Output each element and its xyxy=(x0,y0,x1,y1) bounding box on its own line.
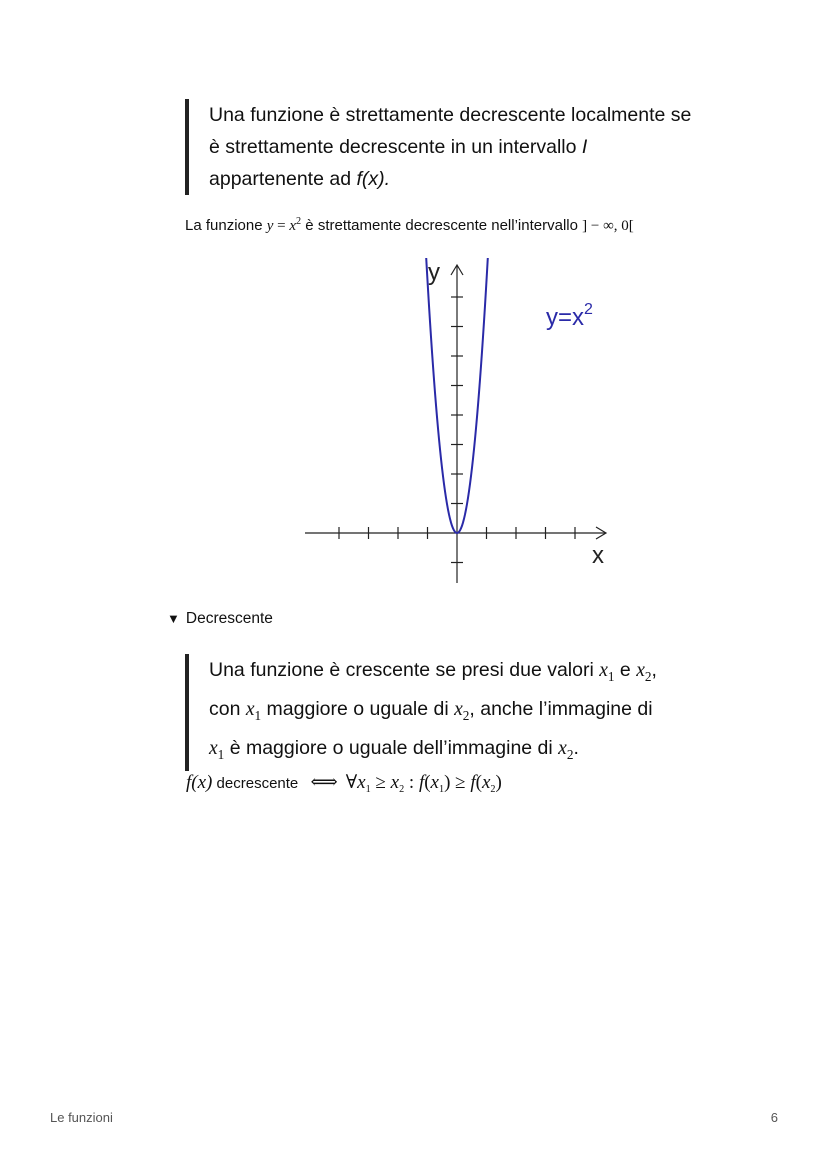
interval-variable: I xyxy=(581,136,588,158)
callout-line: Una funzione è strettamente decrescente localmente se xyxy=(209,104,692,126)
toggle-decrescente[interactable] xyxy=(167,610,273,628)
decreasing-formula: f(x) decrescente ⟺ $\forall x_1 \ge x_2$ : $f(x_1) \ge f(x_2)$ xyxy=(186,772,502,795)
toggle-arrow-icon: ▼ xyxy=(167,611,180,626)
example-sentence: La funzione $y = x^2$ è strettamente decrescente nell’intervallo ] − ∞, 0[ xyxy=(185,216,634,234)
callout-line: è strettamente decrescente in un intervallo I xyxy=(209,136,588,158)
definition-callout-local xyxy=(185,99,769,195)
equation-y: y xyxy=(266,218,274,234)
callout-line: con $x_1$ maggiore o uguale di $x_2$, anche l’immagine di xyxy=(209,697,653,723)
parabola-graph xyxy=(300,258,620,588)
definition-callout-crescente xyxy=(185,654,769,771)
curve-label: $y=x^2$ xyxy=(546,301,593,331)
callout-line: Una funzione è crescente se presi due valori $x_1$ e $x_2$, xyxy=(209,659,657,684)
footer-title: Le funzioni xyxy=(50,1110,113,1125)
callout-line: appartenente ad f(x). xyxy=(209,168,391,190)
interval: ] − ∞, 0[ xyxy=(582,218,634,234)
function-variable: f(x). xyxy=(356,168,391,190)
y-axis-label: y xyxy=(428,259,440,286)
toggle-label: Decrescente xyxy=(185,610,273,627)
equation-x: x xyxy=(289,218,297,234)
callout-line: $x_1$ è maggiore o uguale dell’immagine di $x_2$. xyxy=(209,736,579,762)
x-axis-label: x xyxy=(592,542,604,569)
page-number: 6 xyxy=(770,1110,778,1125)
